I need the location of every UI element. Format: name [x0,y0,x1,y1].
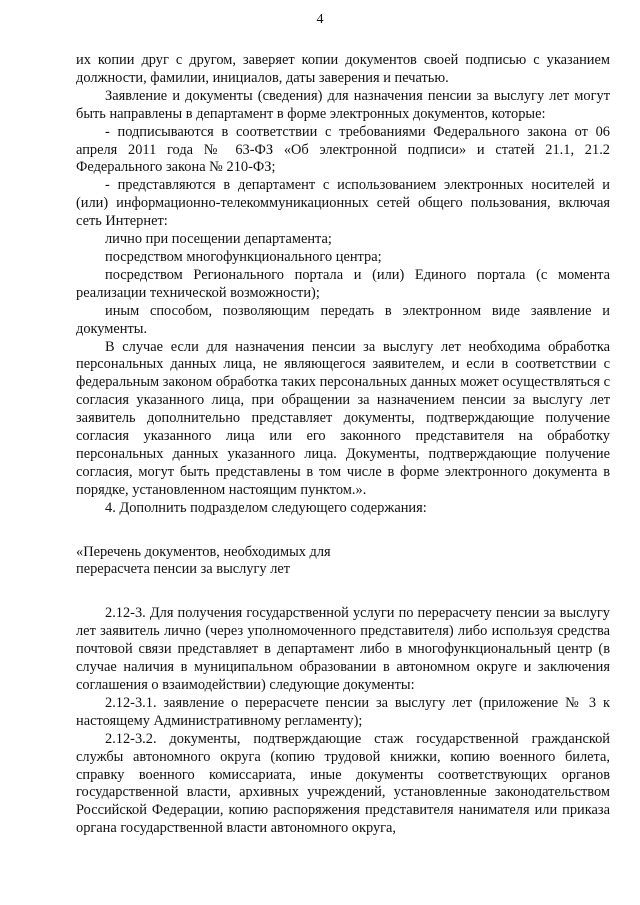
paragraph-2-12-3-1: 2.12-3.1. заявление о перерасчете пенсии за выслугу лет (приложение № 3 к настоящему Административному регламенту); [76,694,610,729]
paragraph-amendment-4: 4. Дополнить подразделом следующего содержания: [105,499,427,516]
page-number: 4 [316,12,324,27]
paragraph-in-person: лично при посещении департамента; [105,231,332,248]
paragraph-mfc: посредством многофункционального центра; [105,248,382,265]
paragraph-personal-data-consent: В случае если для назначения пенсии за выслугу лет необходима обработка персональных данных лица, не являющегося заявителем, и если в соответствии с федеральным законом обработка таких персональных данных может осуществляться с согласия указанного лица, при обращении за назначением пенсии за выслугу лет заявитель дополнительно представляет документы, подтверждающие получение согласия указанного лица или его законного представителя на обработку персональных данных указанного лица. Документы, подтверждающие получение согласия, могут быть представлены в том числе в форме электронного документа в порядке, установленном настоящим пунктом.». [76,338,610,498]
paragraph-2-12-3: 2.12-3. Для получения государственной услуги по перерасчету пенсии за выслугу лет заявитель лично (через уполномоченного представителя) либо используя средства почтовой связи представляет в департамент либо в многофункциональный центр (в случае наличия в муниципальном образовании в автономном округе и заключения соглашения о взаимодействии) следующие документы: [76,605,610,693]
paragraph-portal: посредством Регионального портала и (или) Единого портала (с момента реализации технической возможности); [76,266,610,301]
paragraph-2-12-3-2: 2.12-3.2. документы, подтверждающие стаж государственной гражданской службы автономного округа (копию трудовой книжки, копию военного билета, справку военного комиссариата, иные документы соответствующих органов государственной власти, архивных учреждений, установленные законодательством Российской Федерации, копию распоряжения представителя нанимателя или приказа органа государственной власти автономного округа, [76,730,610,837]
paragraph-continuation: их копии друг с другом, заверяет копии документов своей подписью с указанием должности, фамилии, инициалов, даты заверения и печатью. [76,52,610,86]
paragraph-other-method: иным способом, позволяющим передать в электронном виде заявление и документы. [76,302,610,337]
section-heading-line-2: перерасчета пенсии за выслугу лет [76,561,291,578]
paragraph-signed-list-item: - подписываются в соответствии с требованиями Федерального закона от 06 апреля 2011 года № 63-ФЗ «Об электронной подписи» и статей 21.1, 21.2 Федерального закона № 210-ФЗ; [76,123,610,176]
document-body [76,52,610,838]
spacer [76,518,610,544]
paragraph-submitted-list-item: - представляются в департамент с использованием электронных носителей и (или) информационно-телекоммуникационных сетей общего пользования, включая сеть Интернет: [76,177,610,230]
section-heading-line-1: «Перечень документов, необходимых для [76,543,331,560]
paragraph-electronic-submission: Заявление и документы (сведения) для назначения пенсии за выслугу лет могут быть направлены в департамент в форме электронных документов, которые: [76,87,610,122]
spacer [76,579,610,605]
